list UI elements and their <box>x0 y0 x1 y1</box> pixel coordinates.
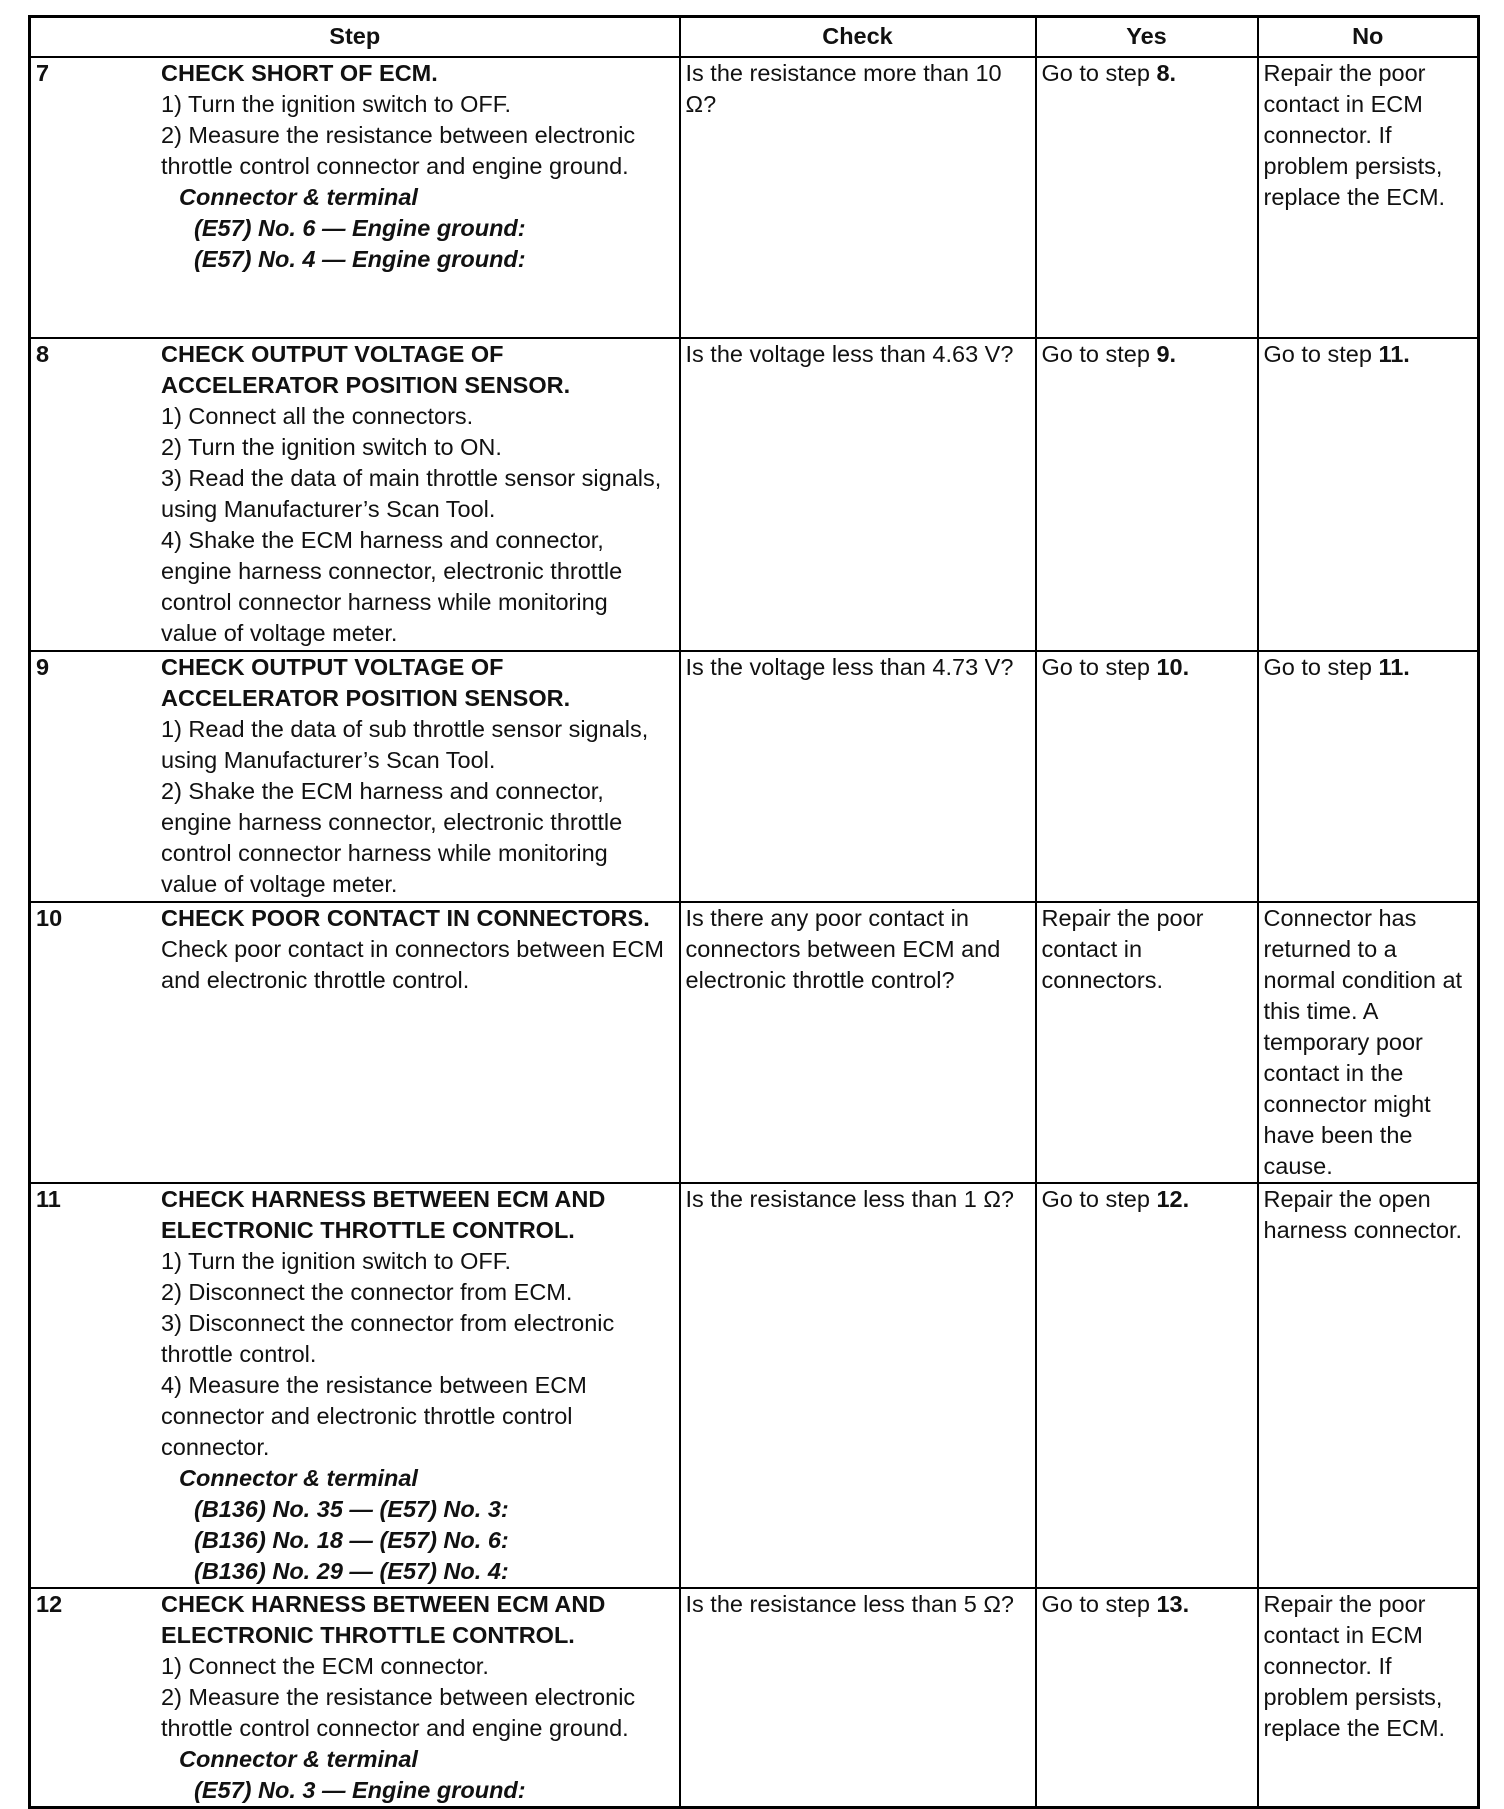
step-cell <box>30 338 680 651</box>
step-number: 12 <box>36 1591 63 1617</box>
step-link: 11. <box>1378 654 1410 680</box>
terminal-pair: (E57) No. 6 — Engine ground: <box>194 215 526 241</box>
step-link: 9. <box>1156 341 1177 367</box>
table-row <box>30 57 1479 338</box>
table-row <box>30 1183 1479 1588</box>
header-yes: Yes <box>1036 17 1258 58</box>
instruction: 1) Connect the ECM connector. <box>161 1653 489 1679</box>
instruction: 2) Turn the ignition switch to ON. <box>161 434 502 460</box>
header-step: Step <box>30 17 680 58</box>
step-number: 11 <box>36 1186 61 1212</box>
terminal-pair: (B136) No. 29 — (E57) No. 4: <box>194 1558 509 1584</box>
step-link: 11. <box>1378 341 1410 367</box>
header-row <box>30 17 1479 58</box>
step-title: CHECK OUTPUT VOLTAGE OF ACCELERATOR POSITION SENSOR. <box>161 341 571 398</box>
instruction: 4) Measure the resistance between ECM connector and electronic throttle control connector. <box>161 1372 587 1460</box>
yes-cell: Go to step 12. <box>1036 1183 1258 1588</box>
step-number: 7 <box>36 60 50 86</box>
no-cell: Repair the open harness connector. <box>1258 1183 1479 1588</box>
step-link: 8. <box>1156 60 1177 86</box>
table-row <box>30 902 1479 1183</box>
no-cell: Go to step 11. <box>1258 651 1479 902</box>
step-title: CHECK HARNESS BETWEEN ECM AND ELECTRONIC THROTTLE CONTROL. <box>161 1186 606 1243</box>
no-cell: Repair the poor contact in ECM connector. If problem persists, replace the ECM. <box>1258 57 1479 338</box>
yes-cell: Go to step 13. <box>1036 1588 1258 1808</box>
yes-cell: Repair the poor contact in connectors. <box>1036 902 1258 1183</box>
check-cell: Is the resistance more than 10 Ω? <box>680 57 1036 338</box>
connector-heading: Connector & terminal <box>179 1465 418 1491</box>
instruction: 2) Shake the ECM harness and connector, engine harness connector, electronic throttle control connector harness while monitoring value of voltage meter. <box>161 778 623 897</box>
step-link: 13. <box>1156 1591 1190 1617</box>
yes-cell: Go to step 9. <box>1036 338 1258 651</box>
yes-cell: Go to step 10. <box>1036 651 1258 902</box>
instruction: 1) Read the data of sub throttle sensor signals, using Manufacturer’s Scan Tool. <box>161 716 649 773</box>
check-cell: Is the resistance less than 1 Ω? <box>680 1183 1036 1588</box>
instruction: 3) Disconnect the connector from electronic throttle control. <box>161 1310 615 1367</box>
instruction: 1) Turn the ignition switch to OFF. <box>161 91 512 117</box>
step-number: 9 <box>36 654 50 680</box>
step-cell <box>30 1588 680 1808</box>
no-cell: Go to step 11. <box>1258 338 1479 651</box>
step-link: 10. <box>1156 654 1190 680</box>
instruction: 2) Measure the resistance between electronic throttle control connector and engine ground. <box>161 122 636 179</box>
yes-cell: Go to step 8. <box>1036 57 1258 338</box>
no-cell: Connector has returned to a normal condition at this time. A temporary poor contact in the connector might have been the cause. <box>1258 902 1479 1183</box>
step-title: CHECK OUTPUT VOLTAGE OF ACCELERATOR POSITION SENSOR. <box>161 654 571 711</box>
terminal-pair: (B136) No. 18 — (E57) No. 6: <box>194 1527 509 1553</box>
check-cell: Is the voltage less than 4.63 V? <box>680 338 1036 651</box>
terminal-pair: (E57) No. 4 — Engine ground: <box>194 246 526 272</box>
instruction: 1) Connect all the connectors. <box>161 403 474 429</box>
step-cell <box>30 57 680 338</box>
step-link: 12. <box>1156 1186 1190 1212</box>
step-cell <box>30 1183 680 1588</box>
header-check: Check <box>680 17 1036 58</box>
instruction: 2) Measure the resistance between electronic throttle control connector and engine ground. <box>161 1684 636 1741</box>
table-row <box>30 338 1479 651</box>
instruction: 1) Turn the ignition switch to OFF. <box>161 1248 512 1274</box>
diagnostic-table <box>28 15 1480 1809</box>
step-title: CHECK SHORT OF ECM. <box>161 60 438 86</box>
no-cell: Repair the poor contact in ECM connector. If problem persists, replace the ECM. <box>1258 1588 1479 1808</box>
step-title: CHECK POOR CONTACT IN CONNECTORS. <box>161 905 650 931</box>
terminal-pair: (B136) No. 35 — (E57) No. 3: <box>194 1496 509 1522</box>
check-cell: Is the voltage less than 4.73 V? <box>680 651 1036 902</box>
connector-heading: Connector & terminal <box>179 184 418 210</box>
check-cell: Is the resistance less than 5 Ω? <box>680 1588 1036 1808</box>
instruction: 3) Read the data of main throttle sensor signals, using Manufacturer’s Scan Tool. <box>161 465 662 522</box>
step-number: 8 <box>36 341 50 367</box>
step-cell <box>30 902 680 1183</box>
table-row <box>30 1588 1479 1808</box>
terminal-pair: (E57) No. 3 — Engine ground: <box>194 1777 526 1803</box>
table-row <box>30 651 1479 902</box>
check-cell: Is there any poor contact in connectors between ECM and electronic throttle control? <box>680 902 1036 1183</box>
header-no: No <box>1258 17 1479 58</box>
connector-heading: Connector & terminal <box>179 1746 418 1772</box>
step-title: CHECK HARNESS BETWEEN ECM AND ELECTRONIC THROTTLE CONTROL. <box>161 1591 606 1648</box>
step-cell <box>30 651 680 902</box>
instruction: Check poor contact in connectors between ECM and electronic throttle control. <box>161 936 664 993</box>
instruction: 4) Shake the ECM harness and connector, engine harness connector, electronic throttle control connector harness while monitoring value of voltage meter. <box>161 527 623 646</box>
instruction: 2) Disconnect the connector from ECM. <box>161 1279 573 1305</box>
step-number: 10 <box>36 905 63 931</box>
